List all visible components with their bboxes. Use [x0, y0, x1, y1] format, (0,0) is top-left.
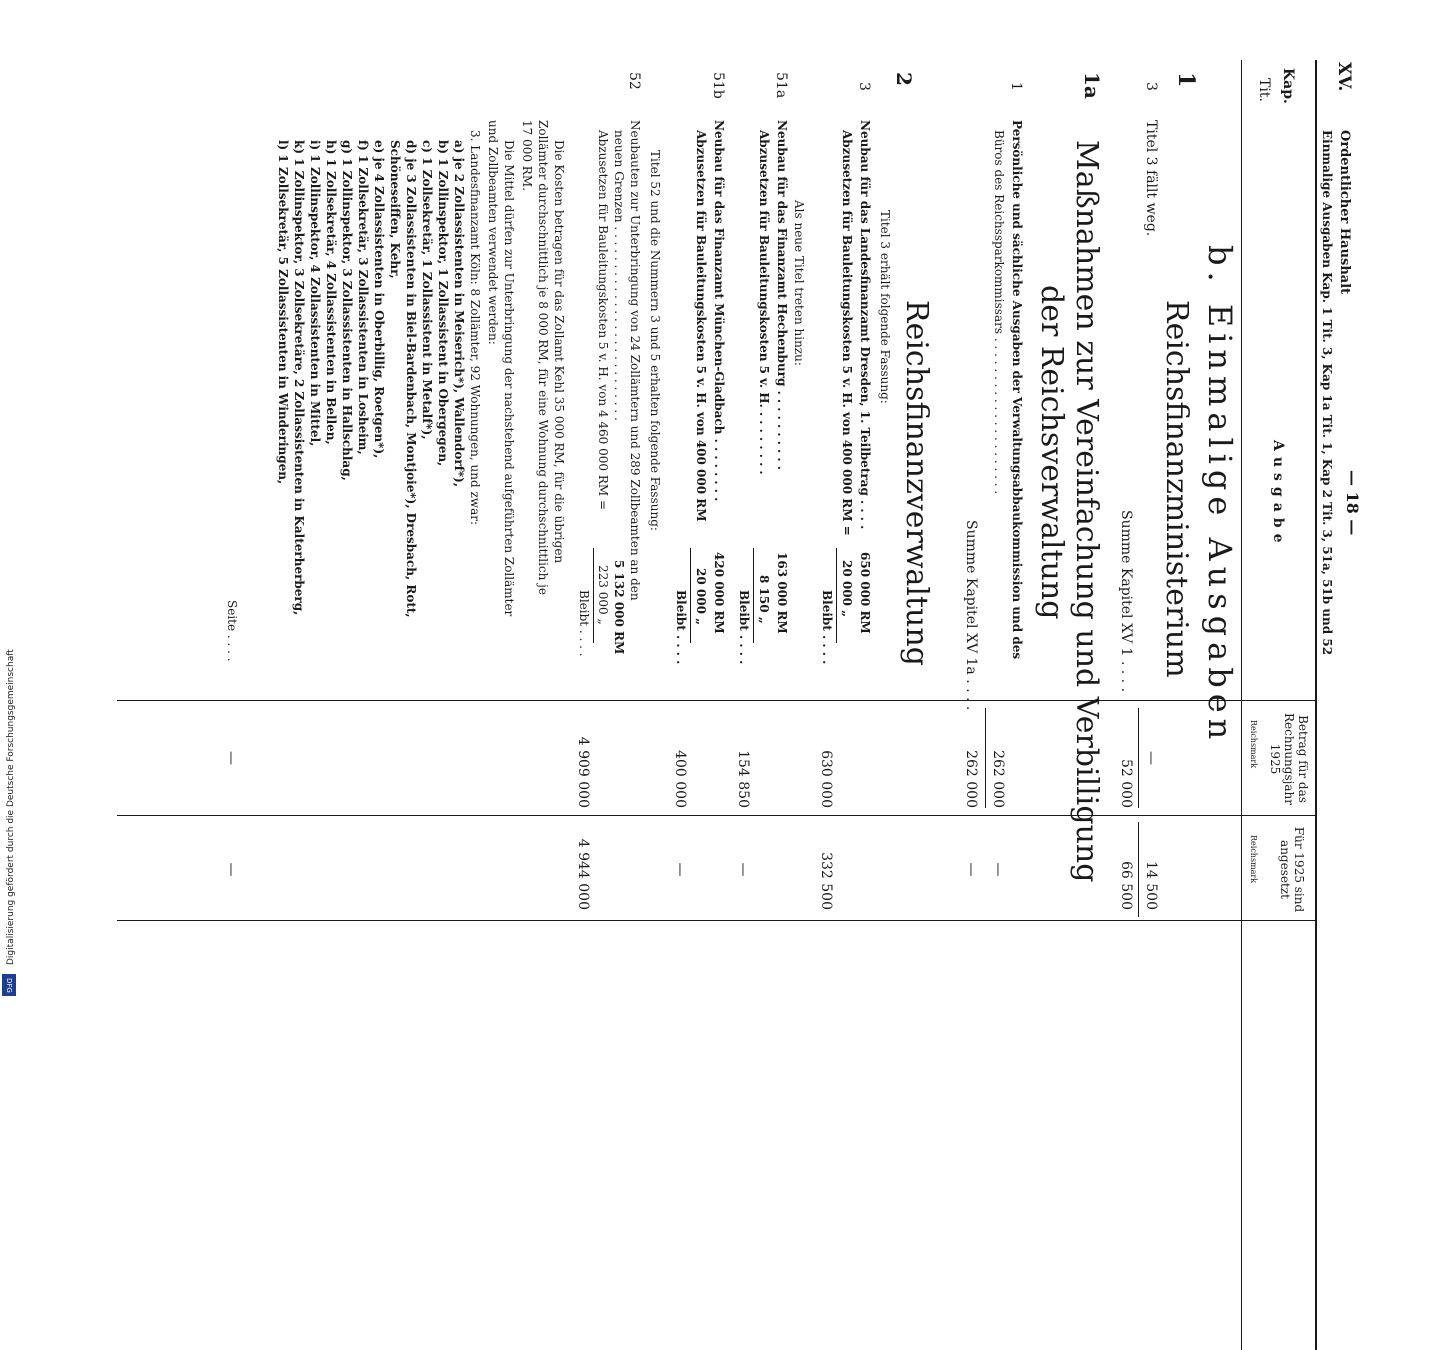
lfa-koeln: 3. Landesfinanzamt Köln: 8 Zollämter, 92 Wohnungen, und zwar:: [468, 130, 482, 526]
title-massnahmen-1: Maßnahmen zur Vereinfachung und Verbilligung: [1069, 140, 1104, 883]
tit-3-angesetzt: 14 500: [1143, 861, 1159, 910]
sub-rule-4: [593, 548, 594, 643]
tit-3b-bleibt: Bleibt . . . .: [820, 590, 834, 665]
kap-1: 1: [1173, 72, 1199, 88]
title-reichsfinanzministerium: Reichsfinanzministerium: [1159, 300, 1194, 678]
tit-51a-bleibt: Bleibt . . . .: [737, 590, 751, 665]
zollamt-list-item: k) 1 Zollinspektor, 3 Zollsekretäre, 2 Zollassistenten in Kalterherberg,: [292, 140, 306, 616]
tit-52-angesetzt: 4 944 000: [575, 838, 591, 910]
kosten-line-1: Die Kosten betragen für das Zollamt Kehl 35 000 RM, für die übrigen: [552, 140, 566, 564]
zollamt-list-item: b) 1 Zollinspektor, 1 Zollassistent in Obergegen,: [436, 140, 450, 467]
tit-51a-text-2: Abzusetzen für Bauleitungskosten 5 v. H. . . . . . . . .: [757, 130, 771, 475]
tit-52-bleibt: Bleibt . . . .: [577, 590, 591, 657]
sum-rule-1: [1138, 708, 1139, 808]
col-header-kap: Kap.: [1280, 68, 1296, 104]
top-rule: [1315, 60, 1317, 1350]
summe-kap-1a-dash: —: [963, 862, 979, 877]
tit-3b: 3: [856, 82, 872, 91]
title-massnahmen-2: der Reichsverwaltung: [1034, 285, 1069, 620]
kap-2: 2: [892, 72, 916, 86]
sub-rule-1: [836, 548, 837, 643]
header-rule: [1241, 60, 1242, 1350]
tit-51b-value-1: 420 000 RM: [712, 552, 726, 634]
tit-3b-text-2: Abzusetzen für Bauleitungskosten 5 v. H. von 400 000 RM =: [840, 130, 854, 536]
col-header-betrag-unit: Reichsmark: [1249, 720, 1258, 769]
page-subtitle: Einmalige Ausgaben Kap. 1 Tit. 3, Kap 1a Tit. 1, Kap 2 Tit. 3, 51a, 51b und 52: [1320, 130, 1334, 656]
col-rule-2: [117, 815, 1317, 816]
col-header-angesetzt: Für 1925 sind angesetzt: [1278, 826, 1306, 913]
title-einmalige-ausgaben: b. Einmalige Ausgaben: [1201, 245, 1239, 746]
kosten-line-3: 17 000 RM.: [520, 120, 534, 191]
tit-3-text: Titel 3 fällt weg.: [1143, 120, 1159, 237]
zollamt-list-item: l) 1 Zollsekretär, 5 Zollassistenten in Winderingen,: [276, 140, 290, 485]
summe-kap-1a: Summe Kapitel XV 1a . . . .: [963, 520, 979, 711]
zollamt-list-item: c) 1 Zollsekretär, 1 Zollassistent in Metalf*),: [420, 140, 434, 440]
sub-rule-2: [753, 548, 754, 643]
tit-1-betrag: 262 000: [990, 750, 1006, 808]
mittel-line-1: Die Mittel dürfen zur Unterbringung der nachstehend aufgeführten Zollämter: [502, 140, 516, 617]
tit-3: 3: [1143, 82, 1159, 91]
sub-rule-3: [690, 548, 691, 643]
seite-label: Seite . . . .: [225, 600, 239, 662]
tit-52-text-1: Neubauten zur Unterbringung von 24 Zollämtern und 289 Zollbeamten an den: [628, 120, 642, 601]
summe-kap-1-betrag: 52 000: [1118, 759, 1134, 808]
tit-3b-betrag: 630 000: [818, 750, 834, 808]
tit-51b-bleibt: Bleibt . . . .: [674, 590, 688, 665]
dfg-logo: DFG: [2, 974, 16, 996]
neue-titel-note: Als neue Titel treten hinzu:: [792, 200, 806, 366]
title-reichsfinanzverwaltung: Reichsfinanzverwaltung: [899, 300, 934, 666]
tit-52-value-1: 5 132 000 RM: [612, 560, 626, 655]
tit-51a-betrag: 154 850: [735, 750, 751, 808]
tit-3b-angesetzt: 332 500: [818, 852, 834, 910]
tit-52: 52: [626, 72, 642, 90]
zollamt-list-item: h) 1 Zollsekretär, 4 Zollassistenten in Bellen,: [324, 140, 338, 445]
tit-52-value-2: 223 000 „: [596, 565, 610, 625]
zollamt-list-item: g) 1 Zollinspektor, 3 Zollassistenten in Hallschlag,: [340, 140, 354, 481]
tit-1-text-1: Persönliche und sächliche Ausgaben der Verwaltungsabbaukommission und des: [1010, 120, 1024, 660]
col-header-ausgabe: Ausgabe: [1270, 440, 1286, 549]
tit-51a-dash: —: [735, 862, 751, 877]
tit-51a-text-1: Neubau für das Finanzamt Hechenburg . . . . . . . . . .: [775, 120, 789, 470]
col-rule-3: [117, 920, 1317, 921]
tit-3b-note: Titel 3 erhält folgende Fassung:: [878, 210, 892, 404]
kosten-line-2: Zollämter durchschnittlich je 8 000 RM, für eine Wohnung durchschnittlich je: [536, 120, 550, 595]
tit-3b-value-2: 20 000 „: [840, 560, 854, 618]
tit-3b-value-1: 650 000 RM: [858, 552, 872, 634]
tit-51b-dash: —: [672, 862, 688, 877]
mittel-line-2: und Zollbeamten verwendet werden:: [486, 120, 500, 345]
tit-51a: 51a: [773, 72, 789, 99]
summe-kap-1-angesetzt: 66 500: [1118, 861, 1134, 910]
tit-51b: 51b: [710, 72, 726, 99]
zollamt-list-item: Schöneseiffen, Kehr,: [388, 140, 402, 279]
tit-3-betrag-dash: —: [1143, 751, 1159, 765]
page-number: — 18 —: [1343, 470, 1362, 536]
summe-kap-1: Summe Kapitel XV 1 . . . .: [1118, 510, 1134, 693]
tit-1-text-2: Büros des Reichssparkommissars . . . . . . . . . . . . . . . . . . . . .: [992, 130, 1006, 495]
zollamt-list-item: e) je 4 Zollassistenten in Oberbillig, Roetgen*),: [372, 140, 386, 459]
seite-angesetzt-dash: —: [223, 862, 239, 877]
tit-52-text-3: Abzusetzen für Bauleitungskosten 5 v. H. von 4 460 000 RM =: [596, 130, 610, 511]
tit-52-note: Titel 52 und die Nummern 3 und 5 erhalten folgende Fassung:: [648, 150, 662, 531]
tit-52-text-2: neuen Grenzen . . . . . . . . . . . . . . . . . . . . . . . . . .: [612, 130, 626, 421]
tit-52-betrag: 4 909 000: [575, 736, 591, 808]
zollamt-list-item: a) je 2 Zollassistenten in Meiserich*), Wallendorf*),: [452, 140, 466, 488]
scan-credit-text: Digitalisierung gefördert durch die Deutsche Forschungsgemeinschaft: [6, 649, 16, 965]
zollamt-list-item: d) je 3 Zollassistenten in Biel-Bardenbach, Montjoie*), Dresbach, Rott,: [404, 140, 418, 618]
tit-3b-text-1: Neubau für das Landesfinanzamt Dresden, 1. Teilbetrag . . . .: [858, 120, 872, 530]
col-rule-1: [117, 700, 1317, 701]
zollamt-list-item: i) 1 Zollinspektor, 4 Zollassistenten in Mittel,: [308, 140, 322, 447]
kap-1a: 1a: [1080, 72, 1104, 99]
col-header-betrag: Betrag für das Rechnungsjahr 1925: [1268, 713, 1310, 805]
tit-1-angesetzt-dash: —: [990, 862, 1006, 877]
tit-51a-value-2: 8 150 „: [757, 575, 771, 624]
sum-rule-3: [985, 708, 986, 808]
tit-51a-value-1: 163 000 RM: [775, 552, 789, 634]
tit-51b-value-2: 20 000 „: [694, 568, 708, 626]
tit-51b-text-1: Neubau für das Finanzamt München-Gladbach . . . . . . . .: [712, 120, 726, 502]
tit-51b-betrag: 400 000: [672, 750, 688, 808]
seite-betrag-dash: —: [223, 751, 239, 765]
col-header-angesetzt-unit: Reichsmark: [1249, 835, 1258, 884]
section-number: XV.: [1334, 62, 1354, 92]
zollamt-list-item: f) 1 Zollsekretär, 3 Zollassistenten in Losheim,: [356, 140, 370, 455]
summe-kap-1a-betrag: 262 000: [963, 750, 979, 808]
col-header-tit: Tit.: [1256, 78, 1272, 102]
sum-rule-2: [1138, 822, 1139, 917]
tit-1: 1: [1008, 82, 1024, 91]
tit-51b-text-2: Abzusetzen für Bauleitungskosten 5 v. H. von 400 000 RM: [694, 130, 708, 522]
haushalt-label: Ordentlicher Haushalt: [1337, 130, 1352, 295]
